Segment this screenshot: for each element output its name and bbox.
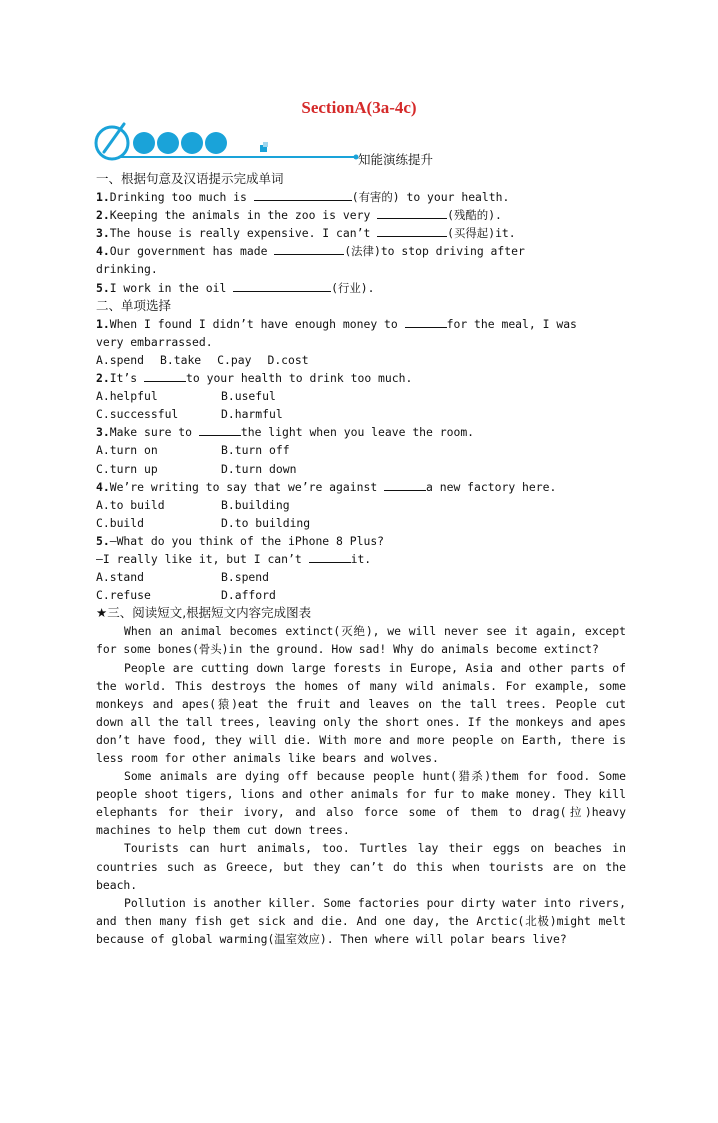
page-title: SectionA(3a-4c) — [301, 98, 417, 117]
part2-heading: 二、单项选择 — [96, 297, 172, 313]
answer-blank[interactable] — [254, 189, 352, 201]
answer-blank[interactable] — [405, 316, 447, 328]
question-1-options — [96, 351, 626, 369]
part1-item-1: 1.Drinking too much is (有害的) to your health. — [96, 190, 510, 205]
option-b[interactable]: B.useful — [221, 389, 276, 404]
option-d[interactable]: D.afford — [221, 588, 276, 603]
question-2: 2.It’s to your health to drink too much. — [96, 371, 413, 386]
option-b[interactable]: B.take — [160, 352, 202, 367]
question-3-options-cd — [96, 460, 626, 478]
answer-blank[interactable] — [144, 370, 186, 382]
part3-heading: ★三、阅读短文,根据短文内容完成图表 — [96, 605, 312, 621]
option-a[interactable]: A.helpful — [96, 389, 158, 404]
option-c[interactable]: C.successful — [96, 407, 179, 422]
option-a[interactable]: A.stand — [96, 570, 145, 585]
exercise-content — [96, 170, 626, 948]
option-c[interactable]: C.pay — [217, 352, 252, 367]
question-5-options-ab — [96, 568, 626, 586]
option-a[interactable]: A.spend — [96, 352, 145, 367]
option-c[interactable]: C.refuse — [96, 588, 151, 603]
option-b[interactable]: B.building — [221, 497, 290, 512]
question-4-options-cd — [96, 514, 626, 532]
question-1: 1.When I found I didn’t have enough money to for the meal, I was — [96, 316, 577, 331]
answer-blank[interactable] — [384, 479, 426, 491]
question-4-options-ab — [96, 496, 626, 514]
question-2-options-ab — [96, 387, 626, 405]
option-a[interactable]: A.turn on — [96, 443, 158, 458]
answer-blank[interactable] — [377, 225, 447, 237]
option-b[interactable]: B.spend — [221, 570, 270, 585]
reading-paragraph-2: People are cutting down large forests in Europe, Asia and other parts of the world. This destroys the homes of many wild animals. For example, some monkeys and apes(猿)eat the fruit and leaves on the tall trees. People cut down all the tall trees, leaving only the short ones. If the monkeys and apes don’t have food, they will die. With more and more people on Earth, there is less room for other animals like bears and wolves. — [96, 660, 626, 765]
option-d[interactable]: D.harmful — [221, 407, 283, 422]
question-1-cont: very embarrassed. — [96, 334, 213, 349]
reading-paragraph-1: When an animal becomes extinct(灭绝), we will never see it again, except for some bones(骨头)in the ground. How sad! Why do animals become extinct? — [96, 624, 626, 657]
question-5-reply: —I really like it, but I can’t it. — [96, 551, 372, 566]
reading-paragraph-3: Some animals are dying off because people hunt(猎杀)them for food. Some people shoot tigers, lions and other animals for fur to make money. They kill elephants for their ivory, and also force some of them to drag(拉)heavy machines to help them cut down trees. — [96, 769, 626, 838]
part1-item-4-cont: drinking. — [96, 262, 158, 277]
part1-heading: 一、根据句意及汉语提示完成单词 — [96, 171, 284, 186]
answer-blank[interactable] — [377, 207, 447, 219]
part1-item-4: 4.Our government has made (法律)to stop driving after — [96, 244, 525, 259]
option-d[interactable]: D.cost — [267, 352, 309, 367]
option-c[interactable]: C.build — [96, 515, 145, 530]
question-2-options-cd — [96, 405, 626, 423]
answer-blank[interactable] — [274, 243, 344, 255]
option-b[interactable]: B.turn off — [221, 443, 290, 458]
section-banner — [94, 120, 454, 168]
question-3: 3.Make sure to the light when you leave the room. — [96, 425, 475, 440]
answer-blank[interactable] — [233, 280, 331, 292]
part1-item-3: 3.The house is really expensive. I can’t (买得起)it. — [96, 226, 516, 241]
option-d[interactable]: D.to building — [221, 515, 311, 530]
answer-blank[interactable] — [309, 551, 351, 563]
question-5-options-cd — [96, 586, 626, 604]
answer-blank[interactable] — [199, 424, 241, 436]
question-3-options-ab — [96, 441, 626, 459]
reading-paragraph-5: Pollution is another killer. Some factories pour dirty water into rivers, and then many fish get sick and die. And one day, the Arctic(北极)might melt because of global warming(温室效应). Then where will polar bears live? — [96, 895, 626, 946]
question-5: 5.—What do you think of the iPhone 8 Plus? — [96, 533, 385, 548]
option-c[interactable]: C.turn up — [96, 461, 158, 476]
part1-item-5: 5.I work in the oil (行业). — [96, 280, 375, 295]
question-4: 4.We’re writing to say that we’re against a new factory here. — [96, 479, 557, 494]
reading-paragraph-4: Tourists can hurt animals, too. Turtles lay their eggs on beaches in countries such as Greece, but they can’t do this when tourists are on the beach. — [96, 841, 626, 892]
option-a[interactable]: A.to build — [96, 497, 165, 512]
banner-label: 知能演练提升 — [358, 152, 434, 167]
part1-item-2: 2.Keeping the animals in the zoo is very (残酷的). — [96, 208, 502, 223]
option-d[interactable]: D.turn down — [221, 461, 297, 476]
